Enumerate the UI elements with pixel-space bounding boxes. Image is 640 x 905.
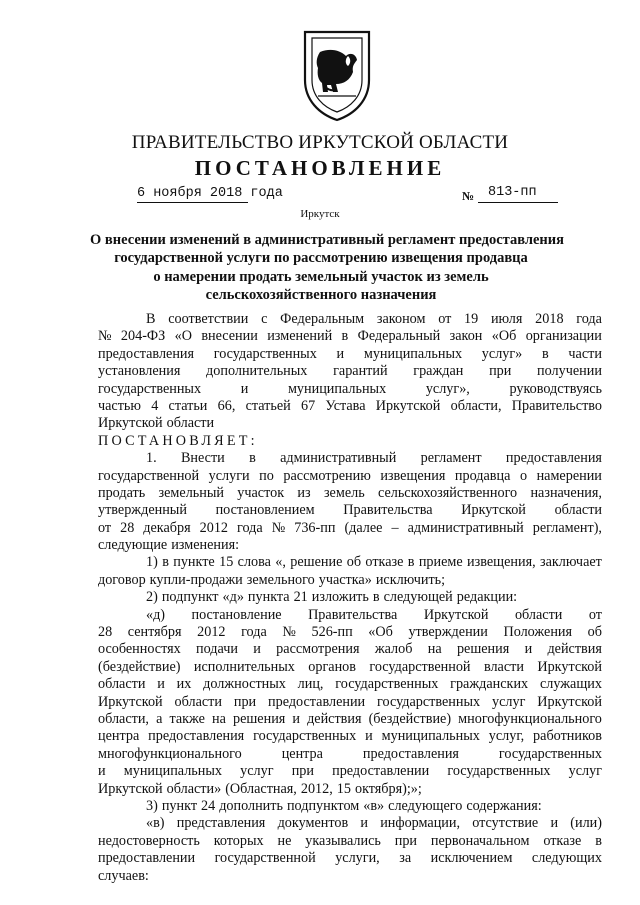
body-line: многофункционального центра предоставления государственных: [98, 745, 602, 762]
body-line: области, а также на решения и действия (бездействие) многофункционального: [98, 710, 602, 727]
body-line: Иркутской области: [98, 415, 215, 432]
title-line: О внесении изменений в административный регламент предоставления: [90, 232, 564, 248]
body-line: договор купли-продажи земельного участка» исключить;: [98, 571, 446, 588]
body-line: утвержденный постановлением Правительства Иркутской области: [98, 502, 602, 519]
document-number: 813-пп: [488, 185, 537, 200]
body-line: установления дополнительных гарантий граждан при получении: [98, 363, 602, 380]
body-line: Иркутской области» (Областная, 2012, 15 октября);»;: [98, 780, 422, 797]
body-line: предоставления государственных и муниципальных услуг» в части: [98, 345, 602, 362]
title-line: о намерении продать земельный участок из земель: [153, 268, 489, 285]
document-date: 6 ноября 2018 года: [137, 186, 283, 201]
body-line: недостоверность которых не указывались при первоначальном отказе в: [98, 832, 602, 849]
body-line: В соответствии с Федеральным законом от 19 июля 2018 года: [146, 311, 602, 327]
body-line: особенностях подачи и рассмотрения жалоб на решения и действия: [98, 641, 602, 658]
coat-of-arms-emblem: [300, 28, 374, 123]
body-line: № 204-ФЗ «О внесении изменений в Федеральный закон «Об организации: [98, 328, 602, 345]
date-underline: [137, 202, 248, 203]
number-sign: №: [462, 189, 475, 203]
number-underline: [478, 202, 558, 203]
title-line: государственной услуги по рассмотрению извещения продавца: [114, 250, 528, 267]
body-line: 3) пункт 24 дополнить подпунктом «в» следующего содержания:: [146, 797, 542, 814]
body-line: от 28 декабря 2012 года № 736-пп (далее – административный регламент),: [98, 519, 602, 536]
body-line: предоставлении государственной услуги, за исключением следующих: [98, 850, 602, 867]
document-type: ПОСТАНОВЛЕНИЕ: [194, 156, 446, 180]
government-name: ПРАВИТЕЛЬСТВО ИРКУТСКОЙ ОБЛАСТИ: [131, 132, 509, 153]
body-line: государственной услуги по рассмотрению извещения продавца о намерении: [98, 467, 602, 484]
body-line: продать земельный участок из земель сельскохозяйственного назначения,: [98, 484, 602, 501]
body-line: области и их должностных лиц, государственных гражданских служащих: [98, 676, 602, 693]
body-line: ПОСТАНОВЛЯЕТ:: [98, 432, 258, 449]
title-line: сельскохозяйственного назначения: [205, 286, 437, 303]
body-line: 1) в пункте 15 слова «, решение об отказе в приеме извещения, заключает: [146, 554, 602, 571]
body-line: и муниципальных услуг при предоставлении государственных услуг: [98, 763, 602, 780]
body-line: следующие изменения:: [98, 537, 240, 554]
document-title: [90, 231, 564, 304]
body-line: государственных и муниципальных услуг», руководствуясь: [98, 380, 602, 397]
body-line: 1. Внести в административный регламент предоставления: [146, 450, 602, 467]
body-line: Иркутской области при предоставлении государственных услуг Иркутской: [98, 693, 602, 710]
city-name: Иркутск: [300, 208, 340, 220]
body-line: (бездействие) исполнительных органов государственной власти Иркутской: [98, 658, 602, 675]
body-line: 2) подпункт «д» пункта 21 изложить в следующей редакции:: [146, 589, 518, 606]
body-line: центра предоставления государственных и муниципальных услуг, работников: [98, 728, 602, 745]
body-line: частью 4 статьи 66, статьей 67 Устава Иркутской области, Правительство: [98, 397, 602, 414]
body-line: случаев:: [98, 867, 149, 884]
body-line: «д) постановление Правительства Иркутской области от: [146, 606, 602, 623]
body-line: 28 сентября 2012 года № 526-пп «Об утверждении Положения об: [98, 624, 602, 641]
body-line: «в) представления документов и информации, отсутствие и (или): [146, 815, 602, 832]
document-body: [98, 311, 602, 885]
